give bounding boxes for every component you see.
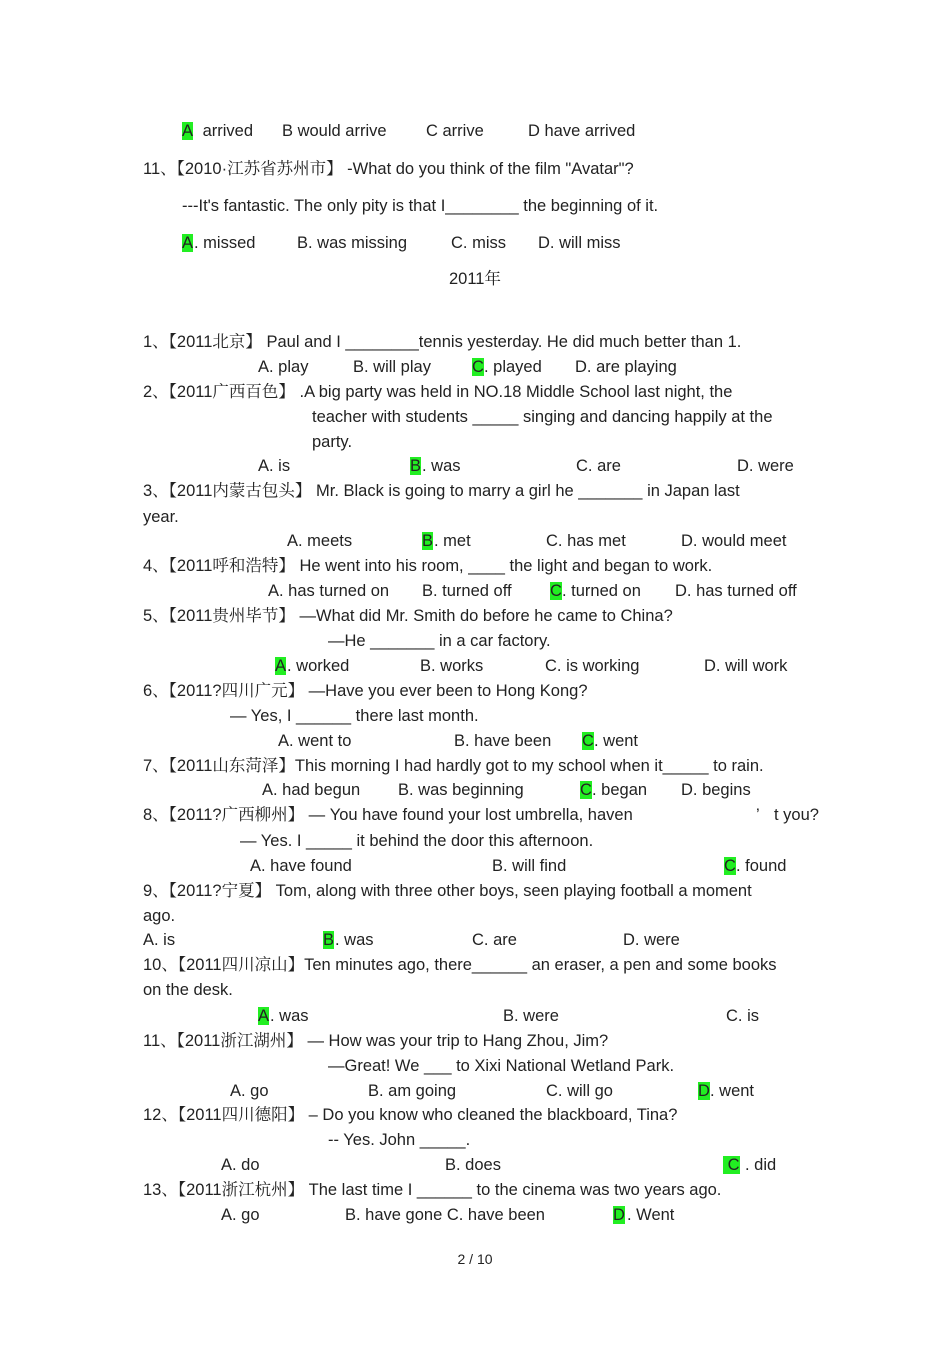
option-text: A. go xyxy=(230,1082,269,1100)
page-current: 2 xyxy=(457,1251,466,1267)
question-line xyxy=(230,706,479,726)
year-heading: 2011年 xyxy=(449,270,501,288)
options-line xyxy=(484,357,542,377)
options-line xyxy=(681,531,786,551)
options-line xyxy=(353,357,431,377)
option-text: D. will miss xyxy=(538,234,621,252)
question-line xyxy=(143,382,732,402)
question-text: -- Yes. John _____. xyxy=(328,1131,471,1149)
options-line xyxy=(528,121,635,141)
option-text: B. works xyxy=(420,657,484,675)
option-text: A. has turned on xyxy=(268,582,390,600)
question-text: 8、【2011?广西柳州】 — You have found your lost umbrella, haven xyxy=(143,806,633,824)
option-text: . played xyxy=(484,358,542,376)
option-text: . missed xyxy=(194,234,256,252)
question-text: 1、【2011北京】 Paul and I ________tennis yesterday. He did much better than 1. xyxy=(143,333,742,351)
options-line xyxy=(681,780,751,800)
question-text: party. xyxy=(312,433,353,451)
options-line xyxy=(221,1205,260,1225)
options-line xyxy=(422,581,512,601)
question-line xyxy=(143,556,712,576)
options-line xyxy=(194,233,255,253)
question-text: teacher with students _____ singing and dancing happily at the xyxy=(312,408,773,426)
question-line xyxy=(143,1031,608,1051)
options-line xyxy=(675,581,797,601)
options-line xyxy=(323,930,334,950)
options-line xyxy=(613,1205,625,1225)
option-text: . went xyxy=(710,1082,755,1100)
option-text: . Went xyxy=(627,1206,675,1224)
option-text: D. begins xyxy=(681,781,751,799)
options-line xyxy=(221,1155,260,1175)
options-line xyxy=(422,531,433,551)
answer-highlight: C xyxy=(472,358,484,376)
option-text: A. meets xyxy=(287,532,353,550)
option-text: C arrive xyxy=(426,122,484,140)
option-text: C. is xyxy=(726,1007,759,1025)
question-text: —He _______ in a car factory. xyxy=(328,632,551,650)
option-text: . turned on xyxy=(562,582,641,600)
option-text: C. is working xyxy=(545,657,640,675)
answer-highlight: C xyxy=(582,732,594,750)
options-line xyxy=(410,456,421,476)
options-line xyxy=(546,531,626,551)
options-line xyxy=(420,656,483,676)
option-text: B. turned off xyxy=(422,582,512,600)
option-text: B. will find xyxy=(492,857,567,875)
options-line xyxy=(576,456,621,476)
option-text: A. is xyxy=(143,931,176,949)
option-text: B. have been xyxy=(454,732,552,750)
question-line xyxy=(143,805,633,825)
options-line xyxy=(275,656,286,676)
option-text: B. was missing xyxy=(297,234,408,252)
option-text: A. do xyxy=(221,1156,260,1174)
option-text: . was xyxy=(422,457,461,475)
options-line xyxy=(550,581,562,601)
question-line xyxy=(312,407,773,427)
option-text: D. would meet xyxy=(681,532,787,550)
option-text: C. has met xyxy=(546,532,626,550)
question-line xyxy=(756,805,760,825)
answer-highlight: C xyxy=(580,781,592,799)
options-line xyxy=(726,1006,759,1026)
answer-highlight: C xyxy=(723,1156,740,1174)
options-line xyxy=(592,780,647,800)
question-line xyxy=(328,1056,674,1076)
option-text: C. will go xyxy=(546,1082,613,1100)
question-line xyxy=(143,881,752,901)
answer-highlight: A xyxy=(258,1007,270,1025)
option-text: B. will play xyxy=(353,358,431,376)
question-text: 9、【2011?宁夏】 Tom, along with three other boys, seen playing football a moment xyxy=(143,882,752,900)
options-line xyxy=(745,1155,776,1175)
question-line xyxy=(328,631,551,651)
answer-highlight: A xyxy=(182,234,194,252)
answer-highlight: B xyxy=(410,457,422,475)
question-line xyxy=(143,159,634,179)
options-line xyxy=(582,731,594,751)
question-text: 11、【2011浙江湖州】 — How was your trip to Hang Zhou, Jim? xyxy=(143,1032,609,1050)
option-text: B. have gone C. have been xyxy=(345,1206,545,1224)
options-line xyxy=(368,1081,456,1101)
options-line xyxy=(627,1205,674,1225)
question-line xyxy=(182,196,658,216)
option-text: B. was beginning xyxy=(398,781,524,799)
options-line xyxy=(704,656,787,676)
question-text: — Yes. I _____ it behind the door this afternoon. xyxy=(240,832,594,850)
question-line xyxy=(143,507,179,527)
question-text: 6、【2011?四川广元】 —Have you ever been to Hong Kong? xyxy=(143,682,588,700)
options-line xyxy=(594,731,638,751)
option-text: D. were xyxy=(623,931,680,949)
options-line xyxy=(434,531,471,551)
option-text: A. went to xyxy=(278,732,352,750)
page-number xyxy=(0,1251,950,1267)
option-text: A. have found xyxy=(250,857,352,875)
options-line xyxy=(287,656,349,676)
answer-highlight: A xyxy=(275,657,287,675)
question-text: ago. xyxy=(143,907,176,925)
option-text: A. had begun xyxy=(262,781,361,799)
options-line xyxy=(258,456,290,476)
option-text: C. are xyxy=(576,457,621,475)
options-line xyxy=(737,456,794,476)
options-line xyxy=(723,1155,740,1175)
option-text: C. miss xyxy=(451,234,506,252)
page-total: 10 xyxy=(476,1251,493,1267)
option-text: B. were xyxy=(503,1007,559,1025)
options-line xyxy=(451,233,506,253)
options-line xyxy=(472,357,484,377)
question-text: t you? xyxy=(774,806,819,824)
question-line xyxy=(143,332,741,352)
question-text: 12、【2011四川德阳】 – Do you know who cleaned the blackboard, Tina? xyxy=(143,1106,678,1124)
answer-highlight: C xyxy=(550,582,562,600)
options-line xyxy=(454,731,551,751)
question-text: 7、【2011山东菏泽】This morning I had hardly got to my school when it_____ to rain. xyxy=(143,757,764,775)
option-text: . was xyxy=(335,931,374,949)
options-line xyxy=(258,357,308,377)
option-text: B. does xyxy=(445,1156,501,1174)
question-text: 10、【2011四川凉山】Ten minutes ago, there______ an eraser, a pen and some books xyxy=(143,956,777,974)
options-line xyxy=(230,1081,269,1101)
option-text: arrived xyxy=(198,122,254,140)
answer-highlight: B xyxy=(323,931,335,949)
question-text: 4、【2011呼和浩特】 He went into his room, ____ the light and began to work. xyxy=(143,557,713,575)
page-separator: / xyxy=(469,1251,474,1267)
question-text: ---It's fantastic. The only pity is that I________ the beginning of it. xyxy=(182,197,659,215)
options-line xyxy=(268,581,389,601)
question-text: — Yes, I ______ there last month. xyxy=(230,707,479,725)
options-line xyxy=(724,856,736,876)
option-text: B. am going xyxy=(368,1082,457,1100)
question-line xyxy=(143,1105,677,1125)
option-text: D. are playing xyxy=(575,358,677,376)
options-line xyxy=(297,233,407,253)
option-text: . went xyxy=(594,732,639,750)
options-line xyxy=(250,856,352,876)
options-line xyxy=(580,780,592,800)
question-line xyxy=(143,1180,721,1200)
option-text: C. are xyxy=(472,931,517,949)
question-line xyxy=(774,805,819,825)
options-line xyxy=(143,930,175,950)
answer-highlight: A xyxy=(182,122,194,140)
option-text: D have arrived xyxy=(528,122,636,140)
question-line xyxy=(143,606,673,626)
options-line xyxy=(398,780,524,800)
question-line xyxy=(143,906,175,926)
options-line xyxy=(335,930,374,950)
option-text: A. is xyxy=(258,457,291,475)
options-line xyxy=(472,930,517,950)
option-text: . worked xyxy=(287,657,350,675)
options-line xyxy=(278,731,351,751)
question-text: 13、【2011浙江杭州】 The last time I ______ to the cinema was two years ago. xyxy=(143,1181,722,1199)
question-line xyxy=(240,831,593,851)
options-line xyxy=(270,1006,309,1026)
options-line xyxy=(538,233,621,253)
options-line xyxy=(182,121,193,141)
options-line xyxy=(345,1205,545,1225)
answer-highlight: C xyxy=(724,857,736,875)
question-line xyxy=(143,481,740,501)
options-line xyxy=(445,1155,501,1175)
question-line xyxy=(312,432,352,452)
option-text: D. will work xyxy=(704,657,788,675)
options-line xyxy=(503,1006,559,1026)
options-line xyxy=(545,656,639,676)
options-line xyxy=(282,121,387,141)
question-text: 5、【2011贵州毕节】 —What did Mr. Smith do before he came to China? xyxy=(143,607,673,625)
option-text: D. has turned off xyxy=(675,582,797,600)
options-line xyxy=(258,1006,269,1026)
question-line xyxy=(143,980,233,1000)
question-text: 2、【2011广西百色】 .A big party was held in NO.18 Middle School last night, the xyxy=(143,383,733,401)
options-line xyxy=(736,856,786,876)
options-line xyxy=(492,856,566,876)
options-line xyxy=(546,1081,613,1101)
question-line xyxy=(143,681,588,701)
question-text: —Great! We ___ to Xixi National Wetland Park. xyxy=(328,1057,675,1075)
option-text: . did xyxy=(745,1156,777,1174)
question-line xyxy=(328,1130,470,1150)
answer-highlight: D xyxy=(613,1206,625,1224)
options-line xyxy=(710,1081,754,1101)
question-text: on the desk. xyxy=(143,981,233,999)
options-line xyxy=(422,456,461,476)
options-line xyxy=(426,121,484,141)
options-line xyxy=(698,1081,710,1101)
question-text: ’ xyxy=(756,806,760,824)
question-text: year. xyxy=(143,508,179,526)
answer-highlight: D xyxy=(698,1082,710,1100)
question-text: 11、【2010·江苏省苏州市】 -What do you think of the film "Avatar"? xyxy=(143,160,634,178)
option-text: . found xyxy=(736,857,787,875)
options-line xyxy=(182,233,193,253)
options-line xyxy=(287,531,352,551)
option-text: D. were xyxy=(737,457,794,475)
options-line xyxy=(575,357,677,377)
options-line xyxy=(623,930,680,950)
option-text: . began xyxy=(592,781,648,799)
option-text: B would arrive xyxy=(282,122,387,140)
options-line xyxy=(262,780,360,800)
option-text: . met xyxy=(434,532,471,550)
option-text: A. go xyxy=(221,1206,260,1224)
question-text: 3、【2011内蒙古包头】 Mr. Black is going to marry a girl he _______ in Japan last xyxy=(143,482,740,500)
question-line xyxy=(143,756,764,776)
option-text: A. play xyxy=(258,358,309,376)
options-line xyxy=(198,121,253,141)
options-line xyxy=(562,581,641,601)
question-line xyxy=(143,955,777,975)
answer-highlight: B xyxy=(422,532,434,550)
option-text: . was xyxy=(270,1007,309,1025)
